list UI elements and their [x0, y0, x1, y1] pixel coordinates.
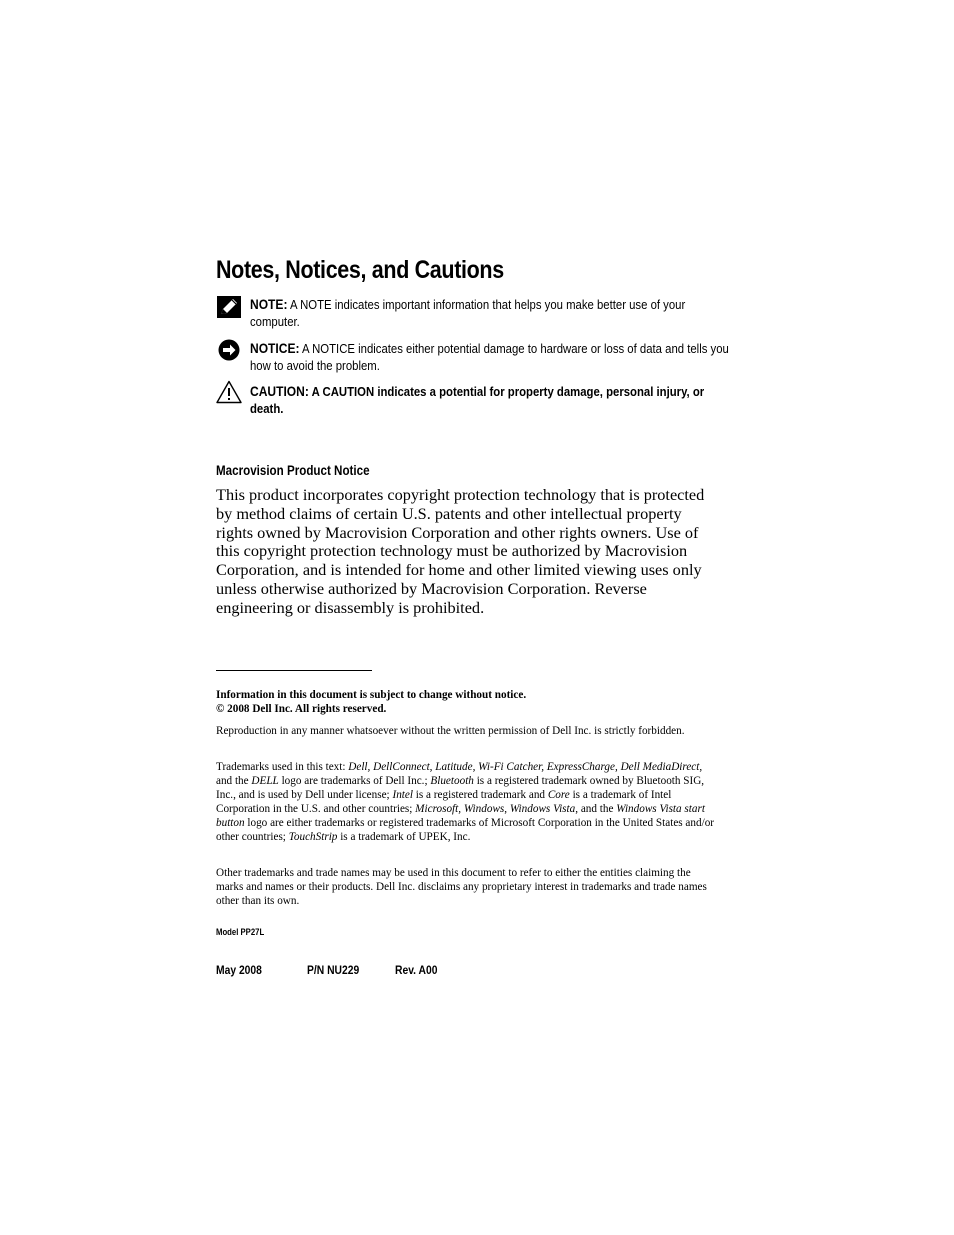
caution-triangle-icon — [216, 380, 242, 404]
tm-text: is a trademark of UPEK, Inc. — [337, 831, 471, 844]
divider — [216, 670, 372, 671]
notice-text — [250, 340, 732, 374]
tm-text: is a trademark of Intel Corporation in the U.S. and other countries; — [216, 789, 672, 816]
tm-name: Windows Vista start button — [216, 803, 705, 830]
tm-text: is a registered trademark and — [412, 789, 548, 802]
notice-label: NOTICE: — [250, 340, 300, 356]
tm-text: logo are trademarks of Dell Inc.; — [278, 775, 431, 788]
macrovision-body: This product incorporates copyright protection technology that is protected by method claims of certain U.S. patents and other intellectual property rights owned by Macrovision Corporation and other rights owners. Use of this copyright protection technology must be authorized by Macrovision Corporation, and is intended for home and other limited viewing uses only unless otherwise authorized by Macrovision Corporation. Reverse engineering or disassembly is prohibited. — [216, 485, 705, 617]
note-pencil-icon — [217, 296, 241, 318]
notice-body: A NOTICE indicates either potential damage to hardware or loss of data and tells you how to avoid the problem. — [250, 341, 729, 373]
tm-text: Trademarks used in this text: — [216, 761, 349, 773]
change-notice: Information in this document is subject to change without notice. — [216, 689, 527, 701]
caution-label: CAUTION: — [250, 383, 309, 399]
trademarks-text — [216, 760, 716, 845]
tm-name: DELL — [251, 775, 279, 788]
other-trademarks-text: Other trademarks and trade names may be used in this document to refer to either the entities claiming the marks and names or their products. Dell Inc. disclaims any proprietary interest in trademarks and trade names other than its own. — [216, 867, 707, 908]
model-number: Model PP27L — [216, 927, 265, 937]
tm-text: , and the — [575, 803, 617, 816]
tm-name: Dell, DellConnect, Latitude, Wi-Fi Catcher, ExpressCharge, Dell MediaDirect — [348, 761, 700, 773]
tm-name: Windows Vista — [509, 803, 576, 816]
note-text — [250, 296, 732, 330]
note-body: A NOTE indicates important information that helps you make better use of your computer. — [250, 297, 686, 329]
tm-text: , and the — [216, 761, 703, 788]
tm-name: TouchStrip — [288, 831, 338, 844]
tm-text: , — [504, 803, 510, 816]
footer-date: May 2008 — [216, 963, 262, 977]
tm-text: is a registered trademark owned by Bluetooth SIG, Inc., and is used by Dell under license; — [216, 775, 705, 802]
page-title: Notes, Notices, and Cautions — [216, 256, 504, 284]
tm-name: Intel — [392, 789, 413, 802]
tm-name: Core — [547, 789, 570, 802]
note-label: NOTE: — [250, 296, 288, 312]
reproduction-text: Reproduction in any manner whatsoever without the written permission of Dell Inc. is strictly forbidden. — [216, 725, 685, 737]
caution-body: A CAUTION indicates a potential for property damage, personal injury, or death. — [250, 384, 705, 416]
legal-header — [216, 688, 716, 716]
tm-name: Microsoft, Windows — [415, 803, 505, 816]
caution-text — [250, 383, 732, 417]
footer-revision: Rev. A00 — [395, 963, 438, 977]
notice-arrow-icon — [218, 339, 240, 361]
tm-text: logo are either trademarks or registered trademarks of Microsoft Corporation in the United States and/or other countries; — [216, 817, 715, 844]
footer-part-number: P/N NU229 — [307, 963, 360, 977]
tm-name: Bluetooth — [430, 775, 474, 788]
macrovision-heading: Macrovision Product Notice — [216, 463, 370, 478]
copyright: © 2008 Dell Inc. All rights reserved. — [216, 703, 387, 716]
